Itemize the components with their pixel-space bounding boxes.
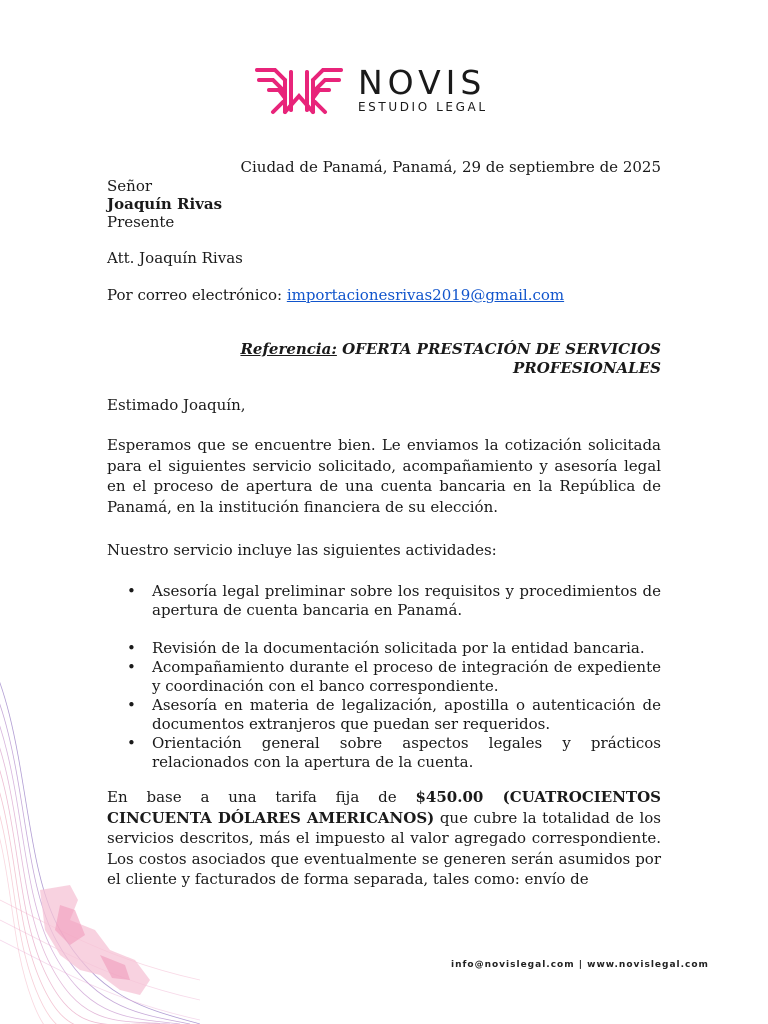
activities-list — [107, 582, 661, 772]
reference-line-1 — [107, 340, 661, 359]
list-item — [107, 582, 661, 620]
brand-logo — [255, 63, 495, 118]
email-label: Por correo electrónico: — [107, 286, 283, 304]
activity-text: Revisión de la documentación solicitada por la entidad bancaria. — [152, 639, 645, 657]
fee-paragraph — [107, 787, 661, 890]
list-item — [107, 734, 661, 772]
activity-text: Acompañamiento durante el proceso de integración de expediente y coordinación con el banco correspondiente. — [152, 658, 661, 695]
brand-subtitle: ESTUDIO LEGAL — [358, 100, 488, 114]
fee-prefix: En base a una tarifa fija de — [107, 788, 397, 806]
recipient-name: Joaquín Rivas — [107, 195, 223, 213]
fee-line-1 — [107, 787, 661, 808]
bullet-icon: • — [127, 658, 136, 676]
attention-line: Att. Joaquín Rivas — [107, 249, 243, 267]
activity-text: Asesoría en materia de legalización, apostilla o autenticación de documentos extranjeros que puedan ser requeridos. — [152, 696, 661, 733]
reference-line-2: PROFESIONALES — [513, 359, 661, 377]
novis-emblem-icon — [255, 66, 343, 116]
intro-paragraph: Esperamos que se encuentre bien. Le enviamos la cotización solicitada para el siguientes servicio solicitado, acompañamiento y asesoría legal en el proceso de apertura de una cuenta bancaria en la República de Panamá, en la institución financiera de su elección. — [107, 436, 661, 516]
place-date: Ciudad de Panamá, Panamá, 29 de septiembre de 2025 — [240, 158, 661, 176]
reference-label: Referencia: — [240, 340, 337, 358]
salutation: Señor — [107, 177, 153, 195]
fee-amount: $450.00 (CUATROCIENTOS — [415, 788, 661, 806]
greeting: Estimado Joaquín, — [107, 396, 246, 414]
reference-title-1: OFERTA PRESTACIÓN DE SERVICIOS — [342, 340, 661, 358]
activity-text: Orientación general sobre aspectos legales y prácticos relacionados con la apertura de la cuenta. — [152, 734, 661, 771]
email-link[interactable]: importacionesrivas2019@gmail.com — [286, 286, 565, 304]
email-line — [107, 286, 564, 305]
presente: Presente — [107, 213, 175, 231]
list-item — [107, 658, 661, 696]
footer-contact: info@novislegal.com | www.novislegal.com — [451, 960, 709, 970]
bullet-icon: • — [127, 734, 136, 752]
reference-block — [107, 340, 661, 378]
fee-words: CINCUENTA DÓLARES AMERICANOS) — [107, 808, 435, 827]
fee-rest: que cubre la totalidad de los servicios descritos, más el impuesto al valor agregado correspondiente. Los costos asociados que eventualmente se generen serán asumidos por el cliente y facturados de forma separada, tales como: envío de — [107, 808, 661, 888]
list-item — [107, 696, 661, 734]
activity-text: Asesoría legal preliminar sobre los requisitos y procedimientos de apertura de cuenta bancaria en Panamá. — [152, 582, 661, 619]
bullet-icon: • — [127, 696, 136, 714]
brand-name: NOVIS — [358, 63, 487, 102]
list-item — [107, 639, 661, 658]
bullet-icon: • — [127, 582, 136, 600]
activities-heading: Nuestro servicio incluye las siguientes actividades: — [107, 541, 497, 559]
fee-body — [107, 808, 661, 890]
bullet-icon: • — [127, 639, 136, 657]
